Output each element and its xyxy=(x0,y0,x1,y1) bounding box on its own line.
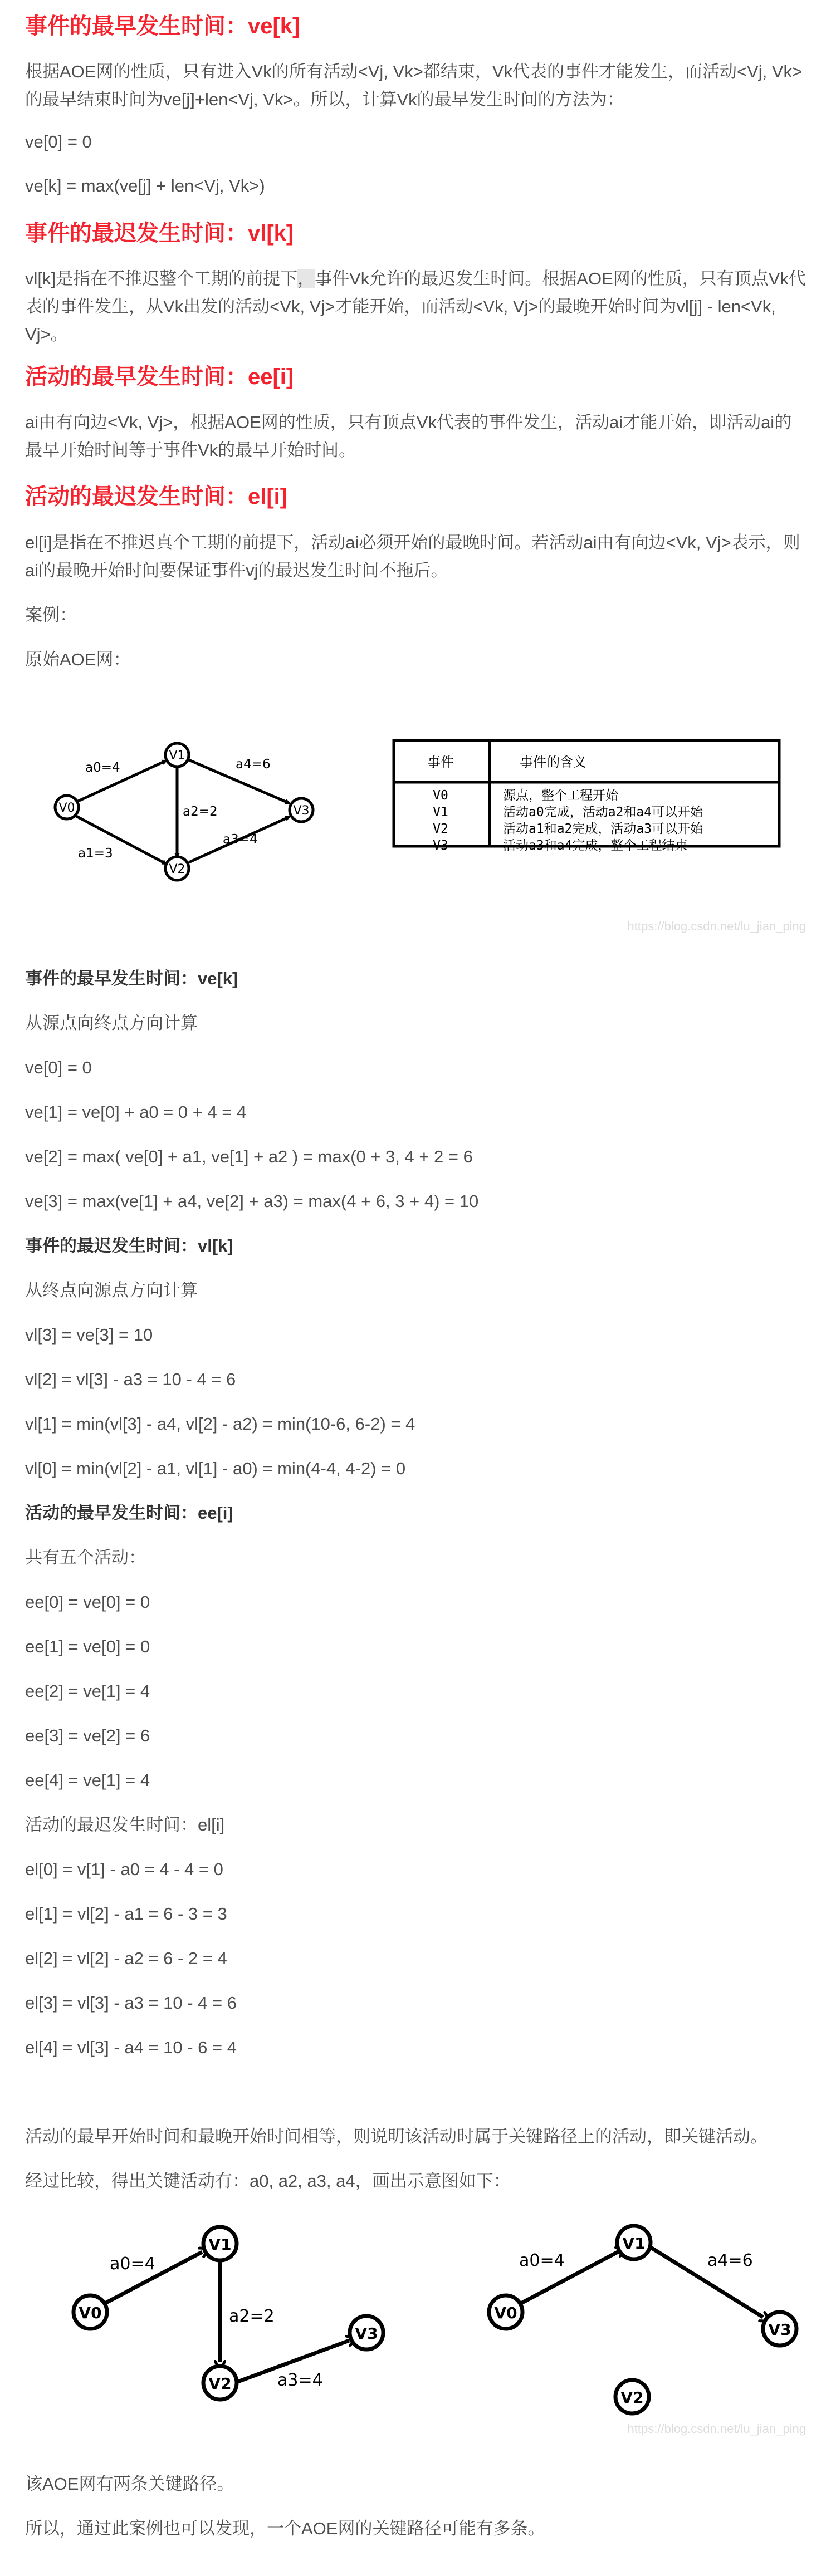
vl-desc-part-a: vl[k]是指在不推迟整个工期的前提下 xyxy=(25,269,298,288)
event-table-row-event: V0 xyxy=(433,788,448,803)
vl-description xyxy=(25,265,806,349)
calc-ee-line: ee[3] = ve[2] = 6 xyxy=(25,1726,150,1745)
node-v0-label: V0 xyxy=(58,801,75,815)
original-aoe-svg xyxy=(25,699,806,933)
calc-ee-heading: 活动的最早发生时间：ee[i] xyxy=(25,1503,233,1523)
ve-description: 根据AOE网的性质，只有进入Vk的所有活动<Vj, Vk>都结束，Vk代表的事件才能发生，而活动<Vj, Vk>的最早结束时间为ve[j]+len<Vj, Vk>。所以，计算Vk的最早发生时间的方法为： xyxy=(25,62,803,109)
node-v2-label: V2 xyxy=(169,862,185,876)
el-description: el[i]是指在不推迟真个工期的前提下，活动ai必须开始的最晚时间。若活动ai由有向边<Vk, Vj>表示，则ai的最晚开始时间要保证事件vj的最迟发生时间不拖后。 xyxy=(25,533,800,580)
critical-path-1 xyxy=(74,2227,383,2400)
calc-ve-direction: 从源点向终点方向计算 xyxy=(25,1013,198,1033)
cp1-node-v3-label: V3 xyxy=(355,2324,378,2343)
cp2-node-v0-label: V0 xyxy=(494,2304,517,2322)
vl-desc-highlight: ， xyxy=(297,269,315,288)
event-table-row-meaning: 活动a3和a4完成，整个工程结束 xyxy=(503,838,688,853)
conclusion-multiple-paths: 所以，通过此案例也可以发现，一个AOE网的关键路径可能有多条。 xyxy=(25,2519,545,2538)
calc-vl-heading: 事件的最迟发生时间：vl[k] xyxy=(25,1236,233,1255)
conclusion-two-paths: 该AOE网有两条关键路径。 xyxy=(25,2474,234,2494)
ve-formula-1: ve[0] = 0 xyxy=(25,132,92,151)
cp1-node-v0-label: V0 xyxy=(79,2304,102,2322)
node-v1-label: V1 xyxy=(169,749,185,763)
event-table-header-event: 事件 xyxy=(427,754,454,770)
edge-a2-label: a2=2 xyxy=(183,804,218,819)
edge-a0-label: a0=4 xyxy=(85,760,120,775)
calc-ee-line: ee[2] = ve[1] = 4 xyxy=(25,1681,150,1701)
event-table xyxy=(394,740,779,853)
conclusion-critical-activity: 活动的最早开始时间和最晚开始时间相等，则说明该活动时属于关键路径上的活动，即关键活动。 xyxy=(25,2127,768,2146)
cp2-node-v3-label: V3 xyxy=(768,2320,791,2339)
cp1-edge-a3-label: a3=4 xyxy=(277,2371,323,2390)
edge-a3-label: a3=4 xyxy=(223,832,258,847)
calc-ve-line: ve[3] = max(ve[1] + a4, ve[2] + a3) = max(4 + 6, 3 + 4) = 10 xyxy=(25,1191,479,1211)
original-aoe-label: 原始AOE网： xyxy=(25,650,131,669)
event-table-row-meaning: 源点，整个工程开始 xyxy=(503,788,618,803)
critical-path-2 xyxy=(489,2226,796,2413)
edge-a1-label: a1=3 xyxy=(78,846,113,861)
watermark: https://blog.csdn.net/lu_jian_ping xyxy=(627,919,806,933)
calc-el-line: el[0] = v[1] - a0 = 4 - 4 = 0 xyxy=(25,1859,223,1879)
critical-path-svg xyxy=(25,2215,806,2437)
cp1-edge-a0-label: a0=4 xyxy=(110,2254,155,2274)
ee-title: 活动的最早发生时间：ee[i] xyxy=(25,365,294,389)
calc-vl-direction: 从终点向源点方向计算 xyxy=(25,1280,198,1300)
calc-el-line: el[4] = vl[3] - a4 = 10 - 6 = 4 xyxy=(25,2038,237,2057)
calc-vl-line: vl[0] = min(vl[2] - a1, vl[1] - a0) = min(4-4, 4-2) = 0 xyxy=(25,1459,406,1478)
calc-ve-heading: 事件的最早发生时间：ve[k] xyxy=(25,969,238,988)
calc-vl-line: vl[2] = vl[3] - a3 = 10 - 4 = 6 xyxy=(25,1370,236,1389)
ee-description: ai由有向边<Vk, Vj>，根据AOE网的性质，只有顶点Vk代表的事件发生，活动ai才能开始，即活动ai的最早开始时间等于事件Vk的最早开始时间。 xyxy=(25,413,792,460)
calc-ee-direction: 共有五个活动： xyxy=(25,1548,146,1567)
cp2-node-v1-label: V1 xyxy=(622,2234,646,2253)
cp2-node-v2-label: V2 xyxy=(620,2388,644,2407)
event-table-row-meaning: 活动a0完成，活动a2和a4可以开始 xyxy=(503,805,703,820)
cp1-node-v2-label: V2 xyxy=(208,2374,232,2393)
original-aoe-figure xyxy=(25,699,806,933)
node-v3-label: V3 xyxy=(293,804,310,818)
vl-title: 事件的最迟发生时间：vl[k] xyxy=(25,221,294,246)
cp1-edge-a2-label: a2=2 xyxy=(229,2307,275,2326)
event-table-row-event: V3 xyxy=(433,838,448,853)
edge-a4-label: a4=6 xyxy=(236,757,271,772)
calc-el-line: el[2] = vl[2] - a2 = 6 - 2 = 4 xyxy=(25,1949,227,1968)
case-label: 案例： xyxy=(25,605,77,625)
vl-desc-part-b: 事件Vk允许的最迟发生时间。根据AOE网的性质，只有顶点Vk代表的事件发生，从Vk出发的活动<Vk, Vj>才能开始，而活动<Vk, Vj>的最晚开始时间为vl[j] - len<Vk, Vj>。 xyxy=(25,269,806,344)
calc-ee-line: ee[0] = ve[0] = 0 xyxy=(25,1592,150,1612)
ve-title: 事件的最早发生时间：ve[k] xyxy=(25,14,300,38)
calc-ve-line: ve[2] = max( ve[0] + a1, ve[1] + a2 ) = max(0 + 3, 4 + 2 = 6 xyxy=(25,1147,473,1166)
calc-vl-line: vl[1] = min(vl[3] - a4, vl[2] - a2) = min(10-6, 6-2) = 4 xyxy=(25,1414,416,1434)
watermark: https://blog.csdn.net/lu_jian_ping xyxy=(627,2422,806,2436)
event-table-row-event: V2 xyxy=(433,822,448,836)
calc-vl-line: vl[3] = ve[3] = 10 xyxy=(25,1325,153,1345)
calc-ve-line: ve[0] = 0 xyxy=(25,1058,92,1077)
event-table-header-meaning: 事件的含义 xyxy=(520,754,586,770)
calc-ee-line: ee[4] = ve[1] = 4 xyxy=(25,1770,150,1790)
el-title: 活动的最迟发生时间：el[i] xyxy=(25,484,288,509)
calc-ve-line: ve[1] = ve[0] + a0 = 0 + 4 = 4 xyxy=(25,1102,247,1122)
calc-ee-line: ee[1] = ve[0] = 0 xyxy=(25,1637,150,1656)
calc-el-heading: 活动的最迟发生时间：el[i] xyxy=(25,1815,225,1834)
critical-path-figure xyxy=(25,2215,806,2437)
cp1-node-v1-label: V1 xyxy=(208,2235,232,2254)
calc-el-line: el[3] = vl[3] - a3 = 10 - 4 = 6 xyxy=(25,1993,237,2013)
cp2-edge-a0-label: a0=4 xyxy=(519,2251,565,2270)
calc-el-line: el[1] = vl[2] - a1 = 6 - 3 = 3 xyxy=(25,1904,227,1924)
cp2-edge-a4-label: a4=6 xyxy=(707,2251,753,2270)
ve-formula-2: ve[k] = max(ve[j] + len<Vj, Vk>) xyxy=(25,176,265,195)
conclusion-comparison: 经过比较，得出关键活动有：a0, a2, a3, a4，画出示意图如下： xyxy=(25,2171,511,2191)
event-table-row-meaning: 活动a1和a2完成，活动a3可以开始 xyxy=(503,822,703,836)
aoe-graph xyxy=(55,743,313,880)
event-table-row-event: V1 xyxy=(433,805,448,820)
